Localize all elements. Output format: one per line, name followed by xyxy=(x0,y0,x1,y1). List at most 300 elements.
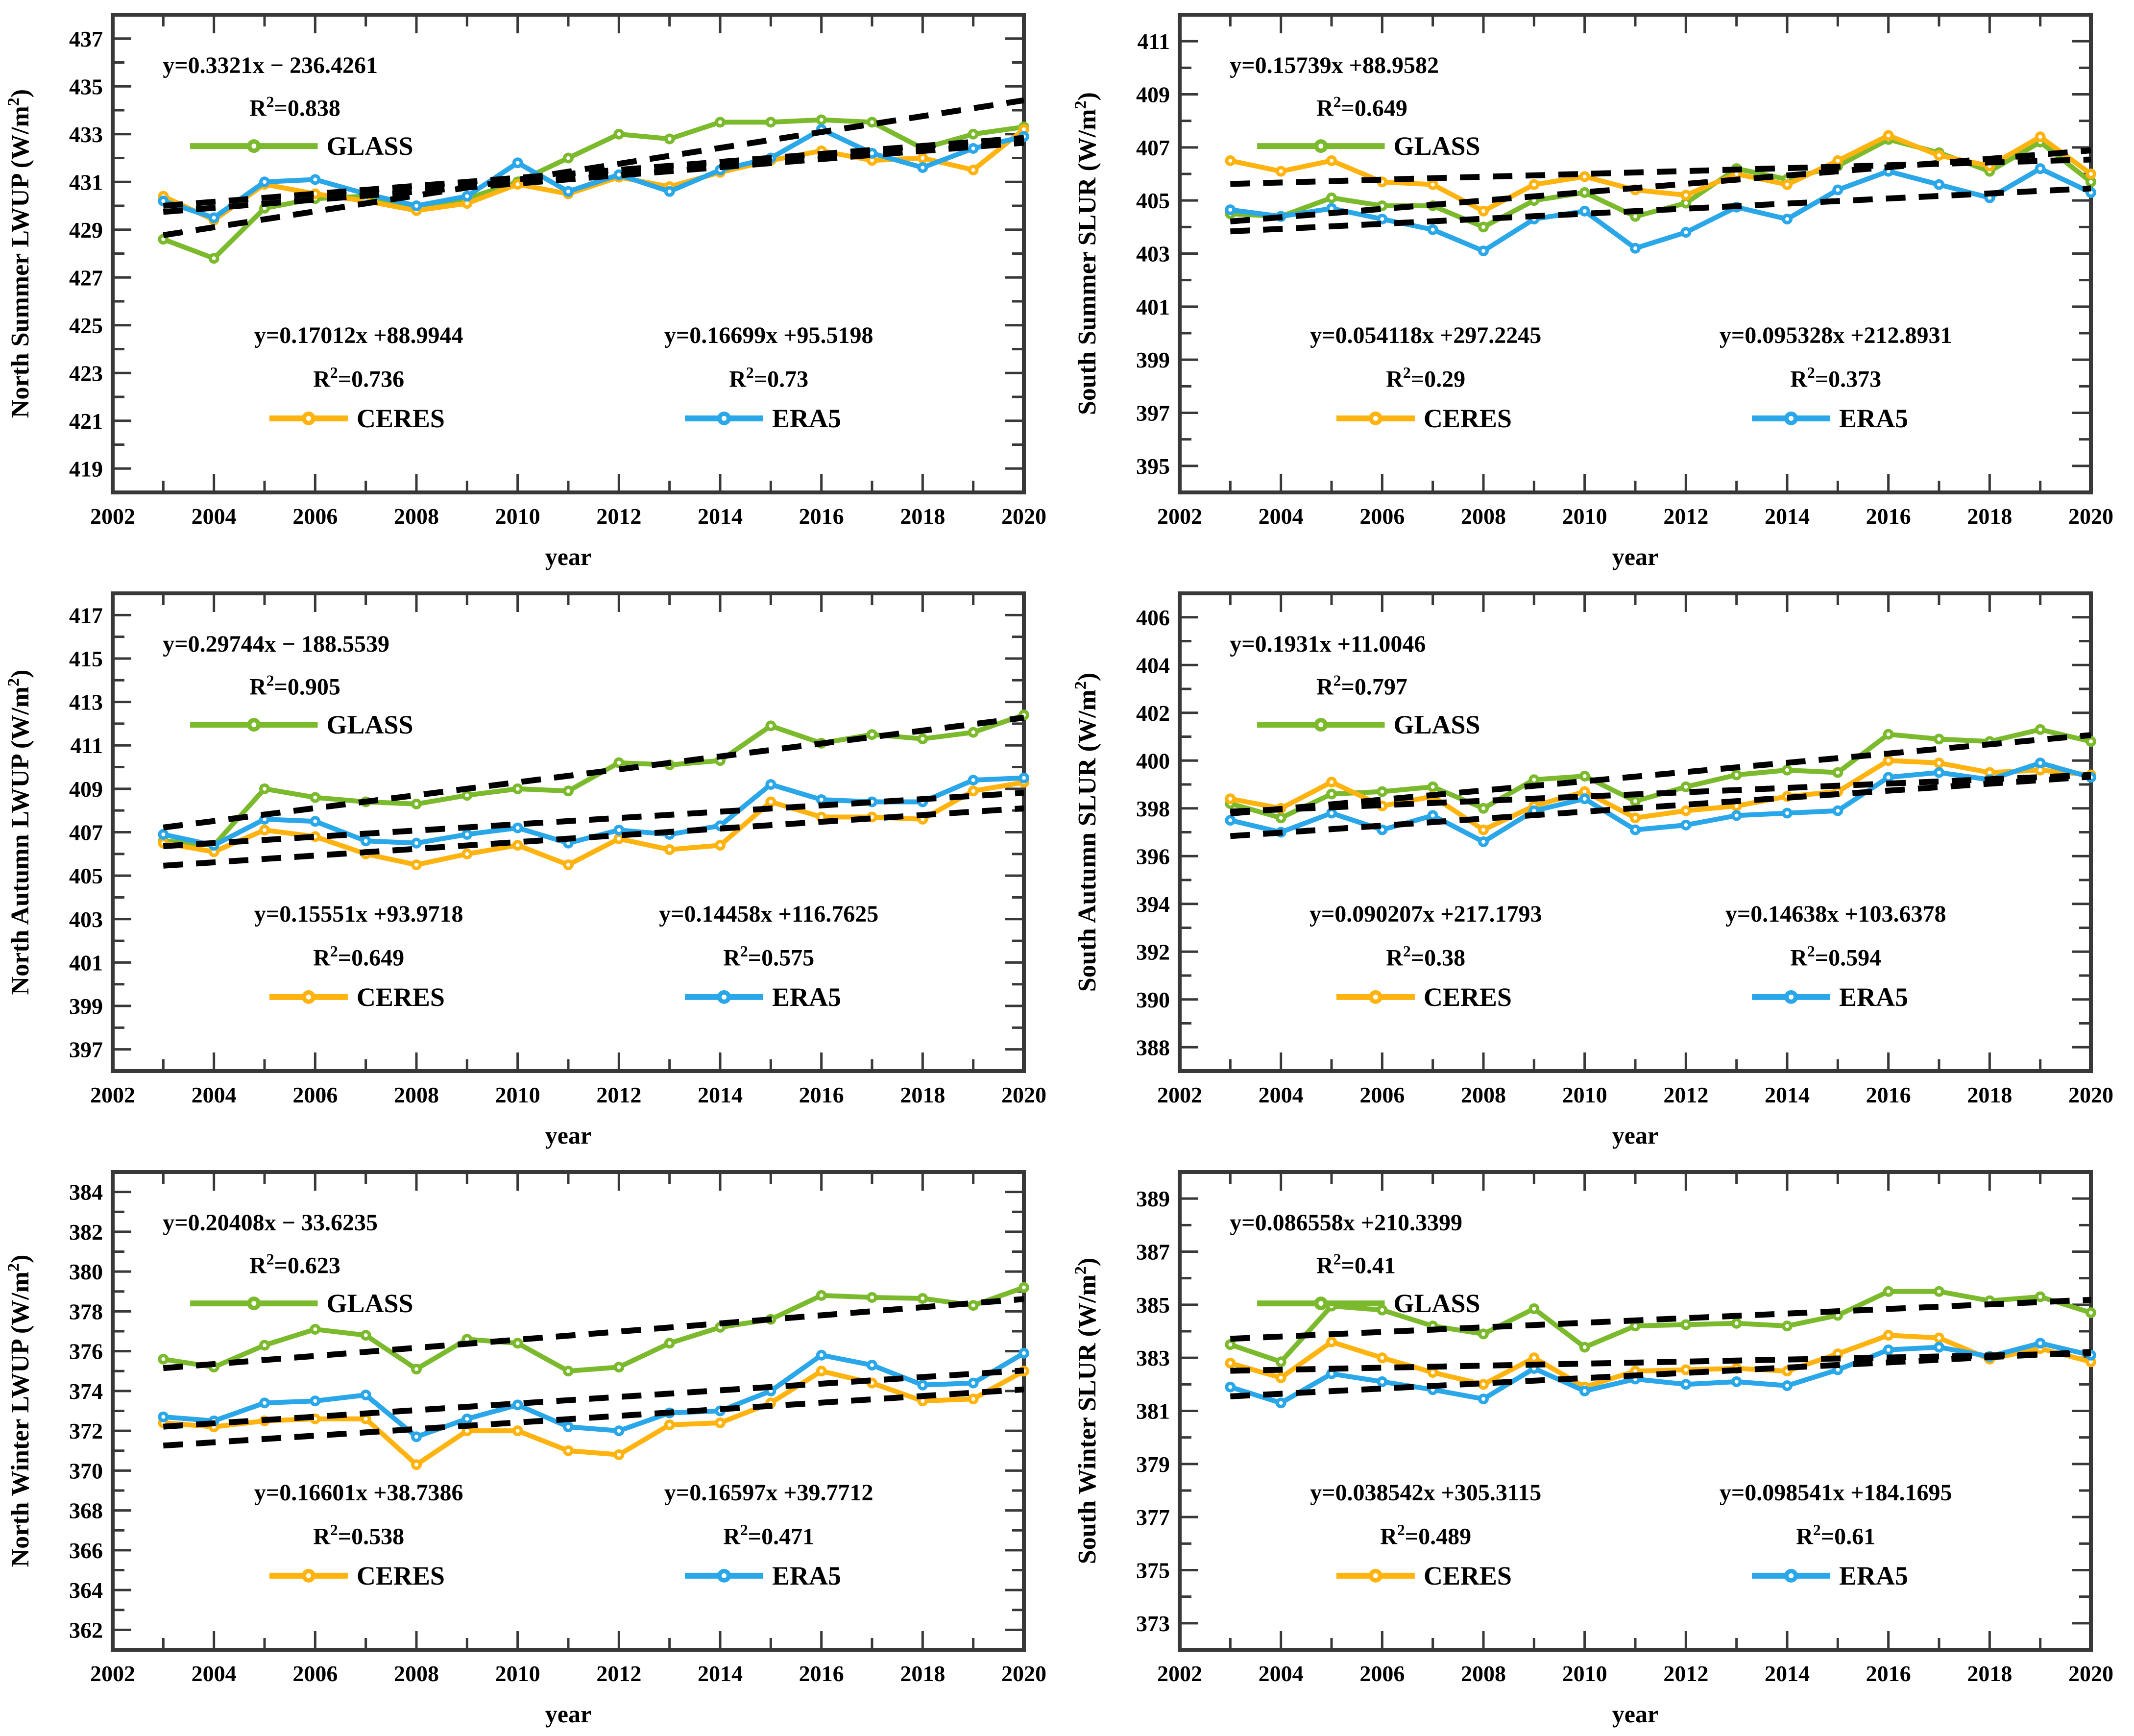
y-tick-label: 392 xyxy=(1136,939,1170,965)
series-era5-point-core xyxy=(1785,217,1789,221)
series-era5-point-core xyxy=(1633,828,1637,832)
x-tick-label: 2016 xyxy=(1866,504,1911,529)
x-tick-label: 2004 xyxy=(191,1661,237,1686)
legend-ceres-marker-core xyxy=(1373,995,1378,1000)
equation-era5: y=0.098541x +184.1695 xyxy=(1719,1479,1952,1506)
r2-era5: $R^2=0.594$ xyxy=(1790,943,1882,971)
r2-ceres: $R^2=0.29$ xyxy=(1386,364,1466,392)
equation-glass: y=0.20408x − 33.6235 xyxy=(163,1209,378,1236)
r2-glass: $R^2=0.797$ xyxy=(1316,672,1407,700)
y-tick-label: 407 xyxy=(1136,135,1170,160)
y-tick-label: 433 xyxy=(69,122,103,147)
series-glass-point-core xyxy=(1532,778,1536,782)
x-tick-label: 2020 xyxy=(1001,1661,1046,1686)
y-tick-label: 409 xyxy=(69,776,103,802)
legend-era5-label: ERA5 xyxy=(772,403,842,433)
y-tick-label: 406 xyxy=(1136,605,1170,630)
series-ceres-point-core xyxy=(1330,780,1334,784)
x-tick-label: 2004 xyxy=(191,504,237,529)
equation-ceres: y=0.090207x +217.1793 xyxy=(1309,901,1542,927)
x-tick-label: 2006 xyxy=(1359,504,1405,529)
series-era5-point-core xyxy=(1330,1372,1334,1376)
series-era5-point-core xyxy=(1228,208,1232,212)
series-era5-point-core xyxy=(1022,1351,1026,1355)
legend-ceres-marker-core xyxy=(306,416,311,421)
legend-ceres-label: CERES xyxy=(1423,1561,1512,1590)
r2-ceres: $R^2=0.736$ xyxy=(313,364,405,392)
y-tick-label: 400 xyxy=(1136,748,1170,774)
r2-ceres: $R^2=0.489$ xyxy=(1380,1521,1472,1550)
y-tick-label: 435 xyxy=(69,74,103,99)
y-tick-label: 407 xyxy=(69,820,103,845)
r2-ceres: $R^2=0.538$ xyxy=(313,1521,405,1550)
series-glass-point-core xyxy=(820,1294,824,1297)
series-era5-point-core xyxy=(364,839,368,843)
x-tick-label: 2020 xyxy=(1001,504,1046,529)
series-glass-point-core xyxy=(1279,816,1283,820)
series-era5-point-core xyxy=(1279,1401,1283,1405)
series-era5-point-core xyxy=(1228,818,1232,822)
series-glass-point-core xyxy=(870,120,874,124)
series-glass-point-core xyxy=(1481,1332,1485,1336)
series-ceres-point-core xyxy=(1937,1336,1941,1340)
series-era5-point-core xyxy=(617,1429,621,1433)
legend-glass-marker-core xyxy=(251,1301,256,1306)
series-ceres-point-core xyxy=(870,815,874,819)
x-tick-label: 2016 xyxy=(1866,1082,1911,1107)
series-glass-point-core xyxy=(313,1327,317,1331)
x-tick-label: 2004 xyxy=(191,1082,237,1107)
series-glass-point-core xyxy=(718,120,722,124)
series-glass-point-core xyxy=(1583,774,1587,778)
panel-north-autumn-lwup xyxy=(0,579,1067,1157)
y-tick-label: 404 xyxy=(1136,653,1170,678)
series-era5-point-core xyxy=(1481,1397,1485,1401)
series-ceres-point-core xyxy=(1887,133,1891,137)
equation-era5: y=0.14638x +103.6378 xyxy=(1725,901,1946,927)
x-tick-label: 2014 xyxy=(698,1082,743,1107)
x-tick-label: 2002 xyxy=(1157,1082,1202,1107)
x-tick-label: 2002 xyxy=(1157,504,1202,529)
x-tick-label: 2008 xyxy=(1461,504,1506,529)
series-era5-point-core xyxy=(263,817,267,821)
series-era5-point-core xyxy=(820,1353,824,1357)
y-tick-label: 413 xyxy=(69,689,103,715)
x-tick-label: 2018 xyxy=(1967,1082,2013,1107)
series-glass-point-core xyxy=(1887,733,1891,736)
series-glass-point-core xyxy=(1684,201,1688,205)
series-era5-point-core xyxy=(161,199,165,203)
legend-glass-marker-core xyxy=(1318,1301,1323,1306)
y-tick-label: 384 xyxy=(69,1179,103,1205)
series-glass-point-core xyxy=(1481,225,1485,229)
series-era5-point-core xyxy=(516,826,520,830)
legend-ceres-label: CERES xyxy=(356,403,445,433)
series-ceres-point-core xyxy=(2089,172,2093,176)
equation-glass: y=0.1931x +11.0046 xyxy=(1230,631,1426,657)
y-tick-label: 382 xyxy=(69,1219,103,1245)
y-tick-label: 427 xyxy=(69,265,103,291)
series-ceres-point-core xyxy=(1330,159,1334,163)
series-glass-point-core xyxy=(1735,773,1739,777)
series-glass-point-core xyxy=(263,206,267,210)
series-glass-point-core xyxy=(566,156,570,160)
x-tick-label: 2006 xyxy=(292,1082,338,1107)
y-tick-label: 425 xyxy=(69,313,103,338)
series-glass-point-core xyxy=(617,1365,621,1369)
y-tick-label: 374 xyxy=(69,1378,103,1404)
y-tick-label: 380 xyxy=(69,1259,103,1285)
x-tick-label: 2012 xyxy=(596,504,642,529)
x-tick-label: 2020 xyxy=(2068,1082,2113,1107)
series-era5-point-core xyxy=(313,1399,317,1403)
series-glass-point-core xyxy=(465,793,469,797)
series-era5-point-core xyxy=(1380,217,1384,221)
series-ceres-point-core xyxy=(1279,1376,1283,1380)
x-tick-label: 2018 xyxy=(1967,1661,2013,1686)
x-tick-label: 2008 xyxy=(394,1082,439,1107)
legend-ceres-label: CERES xyxy=(356,1561,445,1590)
series-era5-point-core xyxy=(1481,840,1485,844)
series-glass-point-core xyxy=(1330,196,1334,200)
series-ceres-point-core xyxy=(1583,174,1587,178)
y-tick-label: 390 xyxy=(1136,987,1170,1012)
series-ceres-point-core xyxy=(263,828,267,832)
series-era5-point-core xyxy=(263,180,267,184)
series-glass-point-core xyxy=(1633,215,1637,219)
series-ceres-point-core xyxy=(1633,816,1637,820)
series-glass-point-core xyxy=(566,789,570,793)
series-era5-point-core xyxy=(2038,1341,2042,1345)
equation-glass: y=0.3321x − 236.4261 xyxy=(163,52,378,78)
y-tick-label: 362 xyxy=(69,1617,103,1643)
equation-ceres: y=0.038542x +305.3115 xyxy=(1310,1479,1542,1506)
x-tick-label: 2014 xyxy=(698,1661,743,1686)
r2-glass: $R^2=0.838$ xyxy=(249,93,340,122)
y-tick-label: 401 xyxy=(1136,294,1170,319)
equation-era5: y=0.095328x +212.8931 xyxy=(1719,322,1952,348)
series-era5-point-core xyxy=(1380,1380,1384,1384)
series-glass-point-core xyxy=(820,118,824,122)
legend-ceres-marker-core xyxy=(1373,416,1378,421)
series-era5-point-core xyxy=(566,841,570,845)
legend-era5-marker-core xyxy=(1789,995,1794,1000)
y-tick-label: 403 xyxy=(69,906,103,932)
legend-era5-marker-core xyxy=(722,995,727,1000)
series-ceres-point-core xyxy=(1836,159,1840,163)
series-ceres-point-core xyxy=(971,168,975,172)
y-tick-label: 372 xyxy=(69,1418,103,1444)
x-tick-label: 2006 xyxy=(292,504,338,529)
series-ceres-point-core xyxy=(1684,193,1688,197)
equation-glass: y=0.15739x +88.9582 xyxy=(1230,52,1439,78)
equation-era5: y=0.16597x +39.7712 xyxy=(664,1479,873,1506)
series-glass-point-core xyxy=(1022,1286,1026,1290)
series-era5-point-core xyxy=(820,798,824,802)
series-ceres-point-core xyxy=(1481,1382,1485,1386)
panel-south-summer-slur xyxy=(1067,0,2134,579)
x-tick-label: 2008 xyxy=(1461,1661,1506,1686)
series-glass-point-core xyxy=(2038,728,2042,732)
x-tick-label: 2010 xyxy=(1562,504,1607,529)
equation-glass: y=0.29744x − 188.5539 xyxy=(163,631,390,657)
panel-north-summer-lwup xyxy=(0,0,1067,579)
y-tick-label: 397 xyxy=(69,1037,103,1062)
series-glass-point-core xyxy=(1937,737,1941,741)
y-axis-title: South Winter SLUR $(W/m^2)$ xyxy=(1071,1257,1101,1565)
y-tick-label: 411 xyxy=(70,733,103,758)
series-ceres-point-core xyxy=(820,1369,824,1373)
series-ceres-point-core xyxy=(921,1399,924,1403)
series-ceres-point-core xyxy=(1836,1352,1840,1356)
y-tick-label: 368 xyxy=(69,1498,103,1523)
chart-north-summer-lwup xyxy=(0,0,1067,579)
x-tick-label: 2014 xyxy=(1765,1661,1810,1686)
series-era5-point-core xyxy=(1735,813,1739,817)
series-era5-point-core xyxy=(617,173,621,177)
series-ceres-point-core xyxy=(364,1417,368,1421)
series-glass-point-core xyxy=(1330,792,1334,796)
x-axis-title: year xyxy=(545,1122,592,1149)
equation-ceres: y=0.16601x +38.7386 xyxy=(254,1479,463,1506)
series-glass-point-core xyxy=(516,787,520,791)
y-axis-title: South Autumn SLUR $(W/m^2)$ xyxy=(1071,672,1101,992)
series-era5-point-core xyxy=(2038,167,2042,171)
series-era5-point-core xyxy=(1937,1345,1941,1349)
x-tick-label: 2020 xyxy=(2068,504,2113,529)
y-tick-label: 381 xyxy=(1136,1398,1170,1424)
y-tick-label: 385 xyxy=(1136,1292,1170,1318)
series-ceres-point-core xyxy=(465,852,469,856)
legend-glass-label: GLASS xyxy=(1393,131,1480,161)
chart-south-summer-slur xyxy=(1067,0,2134,579)
chart-south-winter-slur xyxy=(1067,1157,2134,1736)
series-era5-point-core xyxy=(161,1415,165,1419)
y-tick-label: 387 xyxy=(1136,1239,1170,1265)
series-glass-point-core xyxy=(566,1369,570,1373)
series-ceres-point-core xyxy=(1937,761,1941,765)
series-ceres-point-core xyxy=(516,1429,520,1433)
series-era5-point-core xyxy=(465,832,469,836)
series-ceres-point-core xyxy=(1937,153,1941,157)
series-era5-point-core xyxy=(1481,249,1485,253)
x-tick-label: 2008 xyxy=(394,504,439,529)
legend-ceres-marker-core xyxy=(306,1573,311,1578)
y-axis-title: North Winter LWUP $(W/m^2)$ xyxy=(4,1254,34,1567)
x-tick-label: 2008 xyxy=(1461,1082,1506,1107)
series-glass-point-core xyxy=(161,1357,165,1361)
series-ceres-point-core xyxy=(617,837,621,841)
x-tick-label: 2010 xyxy=(495,1661,540,1686)
series-ceres-point-core xyxy=(516,843,520,847)
y-tick-label: 403 xyxy=(1136,241,1170,267)
series-ceres-point-core xyxy=(1735,804,1739,808)
x-tick-label: 2012 xyxy=(1663,1082,1709,1107)
series-era5-point-core xyxy=(1937,183,1941,187)
y-tick-label: 402 xyxy=(1136,700,1170,726)
r2-era5: $R^2=0.471$ xyxy=(723,1521,815,1550)
series-ceres-point-core xyxy=(1735,172,1739,176)
legend-glass-marker-core xyxy=(251,144,256,148)
equation-era5: y=0.14458x +116.7625 xyxy=(659,901,879,927)
series-ceres-point-core xyxy=(718,843,722,847)
series-ceres-point-core xyxy=(870,158,874,162)
x-tick-label: 2002 xyxy=(90,1661,135,1686)
series-era5-point-core xyxy=(414,841,418,845)
y-tick-label: 431 xyxy=(69,170,103,195)
series-era5-point-core xyxy=(1937,771,1941,775)
series-glass-point-core xyxy=(1836,771,1840,775)
y-axis-title: North Autumn LWUP $(W/m^2)$ xyxy=(4,669,34,995)
series-era5-point-core xyxy=(1022,776,1026,780)
series-era5-point-core xyxy=(1330,206,1334,210)
series-ceres-point-core xyxy=(971,1397,975,1401)
x-tick-label: 2006 xyxy=(1359,1082,1405,1107)
series-glass-point-core xyxy=(870,1296,874,1299)
series-era5-point-core xyxy=(516,161,520,165)
series-era5-point-core xyxy=(971,778,975,782)
series-era5-point-core xyxy=(1785,1384,1789,1388)
series-glass-point-core xyxy=(971,1303,975,1307)
y-tick-label: 409 xyxy=(1136,82,1170,107)
legend-era5-label: ERA5 xyxy=(772,982,842,1012)
x-tick-label: 2012 xyxy=(1663,1661,1709,1686)
series-era5-point-core xyxy=(921,1383,924,1387)
series-era5-point-core xyxy=(313,177,317,181)
x-tick-label: 2014 xyxy=(1765,504,1810,529)
legend-era5-label: ERA5 xyxy=(772,1561,842,1590)
equation-ceres: y=0.17012x +88.9944 xyxy=(254,322,463,348)
series-glass-point-core xyxy=(516,1341,520,1345)
y-tick-label: 396 xyxy=(1136,844,1170,869)
legend-era5-marker-core xyxy=(1789,416,1794,421)
series-era5-point-core xyxy=(414,204,418,208)
legend-ceres-label: CERES xyxy=(1423,403,1512,433)
series-ceres-point-core xyxy=(1228,1361,1232,1365)
y-tick-label: 388 xyxy=(1136,1035,1170,1060)
series-ceres-point-core xyxy=(1481,828,1485,832)
x-tick-label: 2018 xyxy=(900,504,946,529)
x-tick-label: 2004 xyxy=(1258,504,1304,529)
y-tick-label: 383 xyxy=(1136,1345,1170,1371)
x-axis-title: year xyxy=(545,1700,592,1728)
r2-glass: $R^2=0.623$ xyxy=(249,1250,340,1279)
series-era5-point-core xyxy=(870,151,874,155)
series-ceres-point-core xyxy=(1532,1356,1536,1360)
series-glass-point-core xyxy=(1380,790,1384,794)
series-glass-point-core xyxy=(2038,1295,2042,1299)
x-tick-label: 2020 xyxy=(1001,1082,1046,1107)
series-glass-point-core xyxy=(1481,807,1485,810)
x-tick-label: 2004 xyxy=(1258,1661,1304,1686)
y-tick-label: 429 xyxy=(69,217,103,243)
panel-north-winter-lwup xyxy=(0,1157,1067,1736)
r2-glass: $R^2=0.905$ xyxy=(249,672,340,700)
x-axis-title: year xyxy=(1612,1122,1659,1149)
y-tick-label: 411 xyxy=(1137,29,1170,54)
series-ceres-point-core xyxy=(718,1421,722,1425)
series-era5-point-core xyxy=(1988,196,1991,200)
chart-north-winter-lwup xyxy=(0,1157,1067,1736)
equation-era5: y=0.16699x +95.5198 xyxy=(664,322,873,348)
series-era5-point-core xyxy=(668,190,672,194)
x-tick-label: 2002 xyxy=(90,1082,135,1107)
series-era5-point-core xyxy=(212,216,216,220)
x-tick-label: 2002 xyxy=(1157,1661,1202,1686)
series-era5-point-core xyxy=(1735,1380,1739,1384)
series-glass-point-core xyxy=(414,1367,418,1371)
y-tick-label: 364 xyxy=(69,1578,103,1603)
x-tick-label: 2018 xyxy=(900,1082,946,1107)
legend-glass-marker-core xyxy=(1318,722,1323,727)
x-tick-label: 2002 xyxy=(90,504,135,529)
y-tick-label: 377 xyxy=(1136,1505,1170,1530)
series-ceres-point-core xyxy=(1988,771,1991,775)
series-ceres-point-core xyxy=(1279,170,1283,173)
series-ceres-point-core xyxy=(465,1429,469,1433)
y-axis-tick-labels xyxy=(1136,29,1170,479)
series-glass-point-core xyxy=(769,724,773,728)
legend-glass-label: GLASS xyxy=(326,1289,413,1319)
x-tick-label: 2010 xyxy=(1562,1082,1607,1107)
series-ceres-point-core xyxy=(668,848,672,852)
series-era5-point-core xyxy=(516,1403,520,1407)
series-glass-point-core xyxy=(1532,1307,1536,1311)
series-glass-point-core xyxy=(1937,1290,1941,1294)
series-glass-point-core xyxy=(617,761,621,765)
legend-era5-label: ERA5 xyxy=(1839,982,1909,1012)
legend-glass-marker-core xyxy=(1318,144,1323,148)
legend-glass-label: GLASS xyxy=(326,710,413,740)
y-tick-label: 366 xyxy=(69,1538,103,1563)
series-glass-point-core xyxy=(971,731,975,734)
series-glass-point-core xyxy=(1380,1308,1384,1312)
legend-ceres-marker-core xyxy=(306,995,311,1000)
series-glass-point-core xyxy=(2089,180,2093,184)
series-ceres-point-core xyxy=(769,800,773,804)
series-era5-point-core xyxy=(1633,246,1637,250)
x-tick-label: 2006 xyxy=(292,1661,338,1686)
series-glass-point-core xyxy=(769,120,773,124)
series-ceres-point-core xyxy=(1684,1368,1688,1372)
y-tick-label: 423 xyxy=(69,361,103,386)
x-tick-label: 2010 xyxy=(495,1082,540,1107)
r2-era5: $R^2=0.73$ xyxy=(729,364,809,392)
series-ceres-point-core xyxy=(2038,135,2042,139)
series-ceres-point-core xyxy=(516,182,520,186)
series-glass-point-core xyxy=(1633,799,1637,803)
series-glass-point-core xyxy=(1583,1345,1587,1349)
r2-era5: $R^2=0.373$ xyxy=(1790,364,1882,392)
series-ceres-point-core xyxy=(465,201,469,205)
x-tick-label: 2012 xyxy=(596,1082,642,1107)
y-tick-label: 397 xyxy=(1136,400,1170,426)
series-ceres-point-core xyxy=(1330,1340,1334,1344)
x-tick-label: 2016 xyxy=(799,1661,844,1686)
series-ceres-point-core xyxy=(1228,159,1232,163)
series-era5-point-core xyxy=(1684,230,1688,234)
x-axis-title: year xyxy=(545,543,592,570)
legend-era5-marker-core xyxy=(722,416,727,421)
series-ceres-point-core xyxy=(1431,1370,1435,1374)
series-glass-point-core xyxy=(1887,1290,1891,1294)
equation-ceres: y=0.15551x +93.9718 xyxy=(254,901,463,927)
series-era5-point-core xyxy=(1583,797,1587,801)
series-era5-point-core xyxy=(971,1381,975,1385)
y-tick-label: 421 xyxy=(69,408,103,434)
series-glass-point-core xyxy=(1633,1324,1637,1328)
series-era5-point-core xyxy=(313,819,317,823)
